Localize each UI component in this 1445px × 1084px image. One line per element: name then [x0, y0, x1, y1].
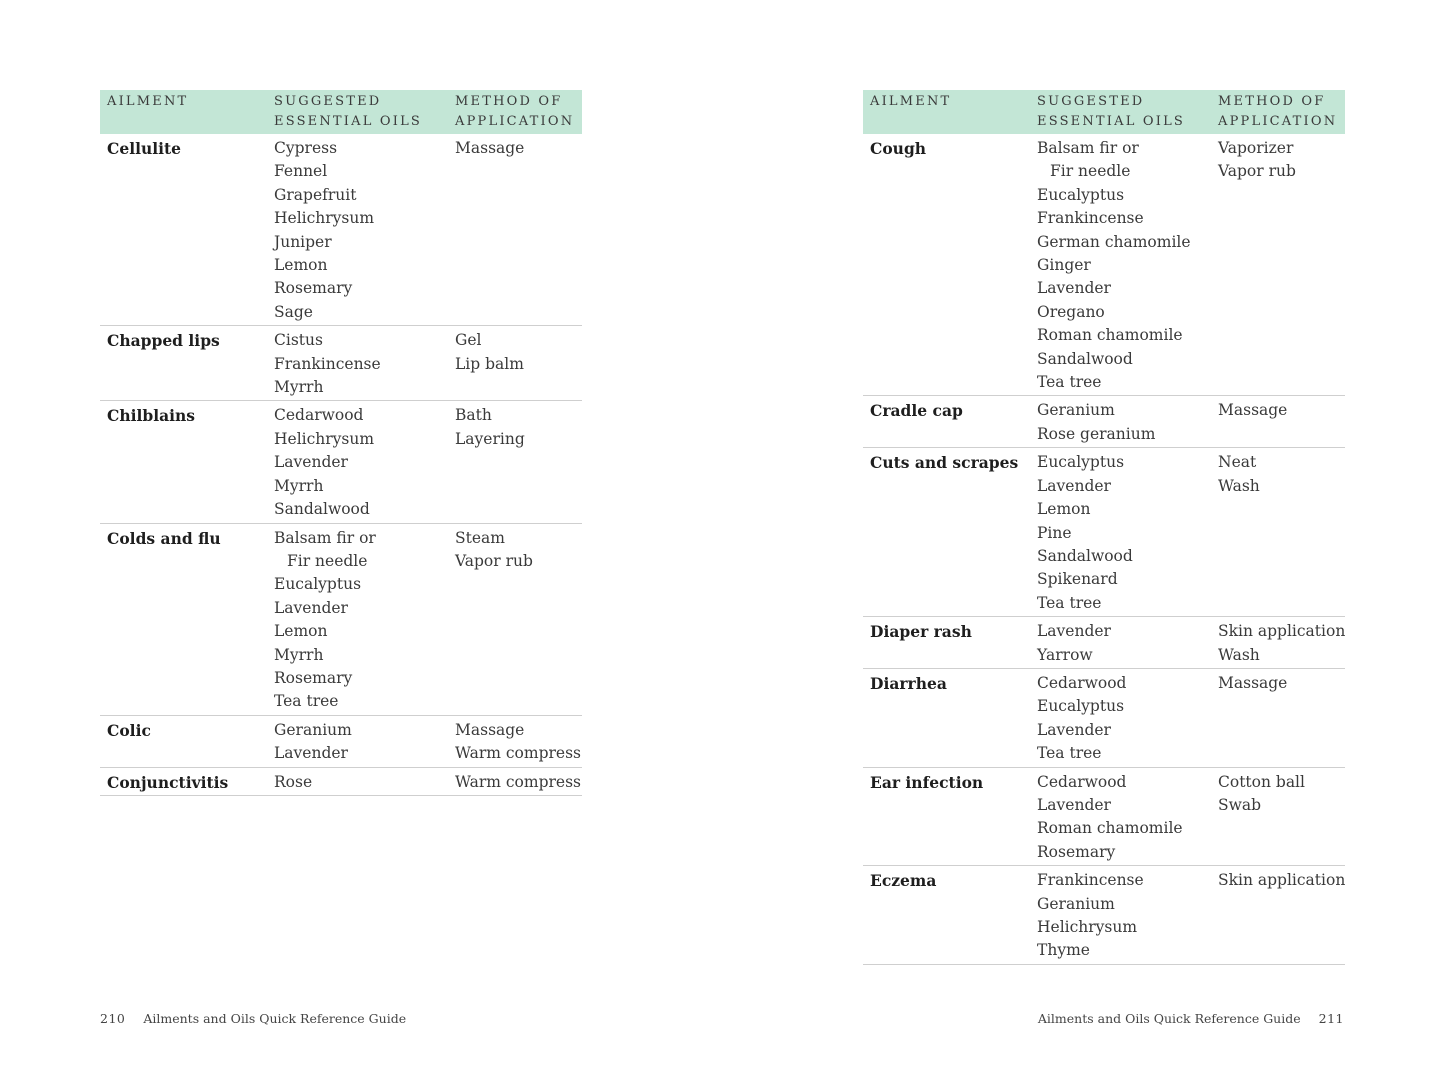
oil-name: Thyme	[1037, 941, 1090, 960]
oil-name: Juniper	[274, 232, 332, 251]
header-suggested-oils	[267, 90, 448, 134]
method-name: Bath	[455, 406, 492, 425]
method-name: Warm compress	[455, 772, 581, 791]
method-cell	[1211, 396, 1345, 448]
ailment-cell: Cellulite	[100, 134, 267, 326]
oil-name: Helichrysum	[274, 429, 375, 448]
oil-name: Grapefruit	[274, 185, 357, 204]
page-number: 210	[100, 1011, 126, 1026]
method-cell	[448, 767, 582, 795]
ailment-cell: Diaper rash	[863, 617, 1030, 669]
oil-name: Helichrysum	[1037, 918, 1138, 936]
method-name: Massage	[455, 139, 525, 157]
header-text: METHOD OF	[455, 94, 563, 109]
table-row	[100, 401, 582, 523]
header-method	[1211, 90, 1345, 134]
page-number: 211	[1318, 1011, 1344, 1026]
method-cell	[1211, 866, 1345, 965]
oils-cell	[267, 326, 448, 401]
oil-name: Lavender	[1037, 476, 1111, 495]
oil-name: Rosemary	[274, 279, 353, 298]
oils-cell	[1030, 396, 1211, 448]
oil-name: Lavender	[274, 453, 348, 472]
oil-name: Geranium	[1037, 894, 1115, 913]
method-cell	[1211, 668, 1345, 767]
oils-cell	[267, 523, 448, 715]
oils-cell	[267, 715, 448, 767]
oil-name: Lavender	[1037, 279, 1111, 298]
header-text: APPLICATION	[1218, 114, 1338, 129]
header-ailment	[100, 90, 267, 134]
oil-name: Tea tree	[1037, 373, 1102, 392]
header-text: AILMENT	[107, 94, 189, 109]
oil-name: Sandalwood	[274, 500, 370, 519]
oils-cell	[267, 134, 448, 326]
method-name: Massage	[1218, 401, 1288, 420]
oil-name: Cistus	[274, 331, 323, 350]
method-cell	[1211, 448, 1345, 617]
right-page	[722, 0, 1445, 1084]
header-text: SUGGESTED	[1037, 94, 1145, 109]
method-name: Swab	[1218, 795, 1262, 814]
table-row	[100, 715, 582, 767]
oil-name: Ginger	[1037, 256, 1091, 275]
oil-name: Myrrh	[274, 476, 324, 495]
page-footer	[1038, 1011, 1344, 1026]
oil-name: Yarrow	[1037, 645, 1093, 664]
table-row	[100, 523, 582, 715]
oil-name: Lavender	[1037, 795, 1111, 814]
method-cell	[1211, 767, 1345, 866]
oil-name: Pine	[1037, 523, 1072, 542]
oil-name: Lemon	[1037, 500, 1091, 519]
method-name: Gel	[455, 331, 482, 350]
method-cell	[448, 523, 582, 715]
left-page	[0, 0, 722, 1084]
method-name: Vapor rub	[455, 551, 533, 570]
method-name: Lip balm	[455, 354, 524, 373]
table-body	[863, 134, 1345, 964]
oil-name: Lavender	[1037, 720, 1111, 739]
oil-name: Fir needle	[1050, 162, 1131, 181]
ailment-cell: Cough	[863, 134, 1030, 396]
oil-name: Roman chamomile	[1037, 819, 1183, 838]
oil-name: Myrrh	[274, 645, 324, 664]
ailment-cell: Chilblains	[100, 401, 267, 523]
method-cell	[448, 134, 582, 326]
oil-name: Lemon	[274, 622, 328, 641]
oil-name: Cedarwood	[1037, 772, 1127, 791]
oil-name: Tea tree	[274, 692, 339, 711]
header-ailment	[863, 90, 1030, 134]
oils-cell	[267, 401, 448, 523]
method-cell	[448, 715, 582, 767]
oils-cell	[1030, 617, 1211, 669]
ailments-table-left	[100, 90, 582, 796]
method-name: Vapor rub	[1218, 162, 1296, 181]
table-row	[863, 866, 1345, 965]
oil-name: Balsam fir or	[1037, 139, 1139, 157]
table-row	[100, 326, 582, 401]
oil-name: Tea tree	[1037, 744, 1102, 763]
oil-name: Rose	[274, 772, 313, 791]
oils-cell	[1030, 668, 1211, 767]
oil-name: Fir needle	[287, 551, 368, 570]
ailment-cell: Colic	[100, 715, 267, 767]
oil-name: Balsam fir or	[274, 528, 376, 547]
ailment-cell: Conjunctivitis	[100, 767, 267, 795]
oils-cell	[1030, 134, 1211, 396]
method-cell	[448, 401, 582, 523]
ailment-cell: Diarrhea	[863, 668, 1030, 767]
oil-name: Rosemary	[274, 668, 353, 687]
method-name: Neat	[1218, 453, 1257, 472]
ailment-cell: Eczema	[863, 866, 1030, 965]
oil-name: Roman chamomile	[1037, 326, 1183, 345]
method-name: Massage	[1218, 673, 1288, 692]
header-suggested-oils	[1030, 90, 1211, 134]
method-name: Vaporizer	[1218, 139, 1294, 157]
table-header	[863, 90, 1345, 134]
oil-name: Cypress	[274, 139, 338, 157]
method-cell	[1211, 617, 1345, 669]
method-name: Skin application	[1218, 871, 1346, 890]
oil-name: Lavender	[1037, 622, 1111, 641]
oil-name: Cedarwood	[1037, 673, 1127, 692]
table-row	[863, 767, 1345, 866]
oil-name: Myrrh	[274, 378, 324, 397]
oil-name: Frankincense	[1037, 871, 1144, 890]
header-text: METHOD OF	[1218, 94, 1326, 109]
header-text: APPLICATION	[455, 114, 575, 129]
oils-cell	[1030, 866, 1211, 965]
ailment-cell: Chapped lips	[100, 326, 267, 401]
method-name: Warm compress	[455, 744, 581, 763]
table-row	[863, 448, 1345, 617]
header-text: ESSENTIAL OILS	[1037, 114, 1186, 129]
oil-name: Cedarwood	[274, 406, 364, 425]
method-cell	[1211, 134, 1345, 396]
oil-name: Tea tree	[1037, 593, 1102, 612]
oil-name: Sandalwood	[1037, 546, 1133, 565]
table-row	[100, 134, 582, 326]
oil-name: Lavender	[274, 598, 348, 617]
method-name: Massage	[455, 720, 525, 739]
oil-name: German chamomile	[1037, 232, 1191, 251]
oil-name: Sage	[274, 302, 313, 321]
header-method	[448, 90, 582, 134]
oil-name: Eucalyptus	[274, 575, 362, 594]
running-title: Ailments and Oils Quick Reference Guide	[143, 1011, 407, 1026]
oil-name: Spikenard	[1037, 570, 1118, 589]
header-text: AILMENT	[870, 94, 952, 109]
ailment-cell: Ear infection	[863, 767, 1030, 866]
oil-name: Rosemary	[1037, 842, 1116, 861]
header-text: ESSENTIAL OILS	[274, 114, 423, 129]
oils-cell	[1030, 448, 1211, 617]
oils-cell	[267, 767, 448, 795]
method-name: Skin application	[1218, 622, 1346, 641]
oil-name: Eucalyptus	[1037, 697, 1125, 716]
oils-cell	[1030, 767, 1211, 866]
oil-name: Fennel	[274, 162, 328, 181]
oil-name: Geranium	[274, 720, 352, 739]
oil-name: Eucalyptus	[1037, 453, 1125, 472]
method-name: Cotton ball	[1218, 772, 1305, 791]
oil-name: Rose geranium	[1037, 424, 1156, 443]
oil-name: Frankincense	[274, 354, 381, 373]
table-row	[100, 767, 582, 795]
oil-name: Lavender	[274, 744, 348, 763]
oil-name: Sandalwood	[1037, 349, 1133, 368]
method-name: Layering	[455, 429, 525, 448]
table-row	[863, 617, 1345, 669]
ailments-table-right	[863, 90, 1345, 965]
oil-name: Eucalyptus	[1037, 185, 1125, 204]
table-row	[863, 668, 1345, 767]
table-header	[100, 90, 582, 134]
ailment-cell: Cuts and scrapes	[863, 448, 1030, 617]
page-footer	[100, 1011, 406, 1026]
method-cell	[448, 326, 582, 401]
ailment-cell: Colds and flu	[100, 523, 267, 715]
running-title: Ailments and Oils Quick Reference Guide	[1037, 1011, 1301, 1026]
header-text: SUGGESTED	[274, 94, 382, 109]
oil-name: Lemon	[274, 256, 328, 275]
oil-name: Frankincense	[1037, 209, 1144, 228]
method-name: Wash	[1218, 645, 1260, 664]
oil-name: Geranium	[1037, 401, 1115, 420]
ailment-cell: Cradle cap	[863, 396, 1030, 448]
oil-name: Oregano	[1037, 302, 1105, 321]
method-name: Wash	[1218, 476, 1260, 495]
oil-name: Helichrysum	[274, 209, 375, 228]
method-name: Steam	[455, 528, 505, 547]
table-body	[100, 134, 582, 795]
table-row	[863, 396, 1345, 448]
table-row	[863, 134, 1345, 396]
